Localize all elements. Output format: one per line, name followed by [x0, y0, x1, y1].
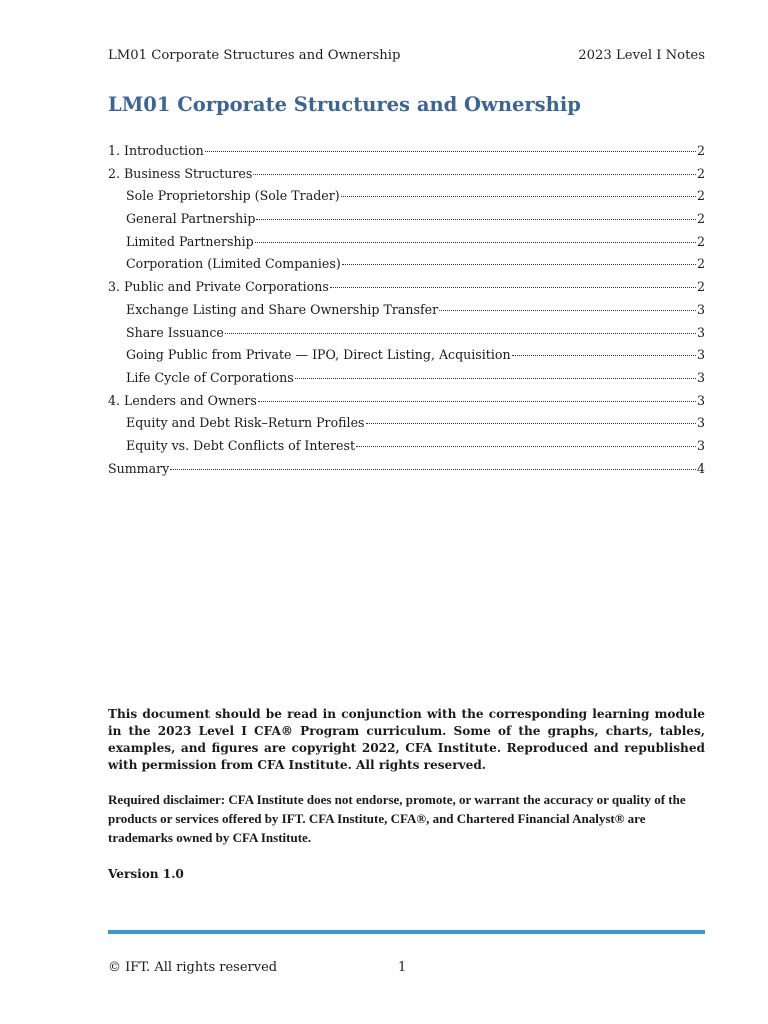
toc-entry-label: Equity and Debt Risk–Return Profiles	[126, 415, 365, 431]
toc-entry-page: 3	[696, 301, 705, 317]
toc-dot-leader	[356, 446, 696, 447]
toc-entry-label: Corporation (Limited Companies)	[126, 256, 341, 272]
toc-entry-label: Exchange Listing and Share Ownership Transfer	[126, 301, 439, 317]
table-of-contents	[108, 142, 705, 482]
toc-entry-label: 4. Lenders and Owners	[108, 392, 257, 408]
toc-entry[interactable]	[108, 142, 705, 165]
toc-entry-label: Summary	[108, 460, 170, 476]
toc-entry-page: 2	[696, 256, 705, 272]
toc-entry-page: 2	[696, 233, 705, 249]
toc-entry-label: Sole Proprietorship (Sole Trader)	[126, 188, 340, 204]
page-title: LM01 Corporate Structures and Ownership	[108, 93, 581, 116]
toc-dot-leader	[255, 242, 696, 243]
toc-entry-page: 3	[696, 437, 705, 453]
toc-entry-page: 3	[696, 392, 705, 408]
footer-divider	[108, 930, 705, 934]
toc-entry-page: 3	[696, 369, 705, 385]
toc-entry-label: 2. Business Structures	[108, 165, 253, 181]
toc-entry-label: General Partnership	[126, 211, 256, 227]
toc-entry[interactable]	[108, 437, 705, 460]
toc-entry[interactable]	[108, 324, 705, 347]
toc-entry-page: 3	[696, 324, 705, 340]
toc-entry[interactable]	[108, 369, 705, 392]
toc-dot-leader	[253, 174, 696, 175]
toc-entry[interactable]	[108, 392, 705, 415]
copyright-notice: This document should be read in conjunction with the corresponding learning module in the 2023 Level I CFA® Program curriculum. Some of the graphs, charts, tables, examples, and figures are copyright 2022, CFA Institute. Reproduced and republished with permission from CFA Institute. All rights reserved.	[108, 707, 705, 772]
header-module-title: LM01 Corporate Structures and Ownership	[108, 48, 401, 63]
toc-entry[interactable]	[108, 346, 705, 369]
toc-entry[interactable]	[108, 414, 705, 437]
toc-entry-label: Limited Partnership	[126, 233, 254, 249]
toc-entry-label: Equity vs. Debt Conflicts of Interest	[126, 437, 356, 453]
toc-entry-page: 2	[696, 211, 705, 227]
toc-dot-leader	[341, 196, 696, 197]
toc-entry-label: Life Cycle of Corporations	[126, 369, 294, 385]
toc-entry-page: 4	[696, 460, 705, 476]
toc-entry[interactable]	[108, 301, 705, 324]
toc-entry-page: 2	[696, 279, 705, 295]
toc-entry[interactable]	[108, 165, 705, 188]
toc-dot-leader	[170, 469, 696, 470]
toc-entry[interactable]	[108, 255, 705, 278]
toc-dot-leader	[330, 287, 696, 288]
toc-entry-page: 2	[696, 165, 705, 181]
toc-entry-label: Going Public from Private — IPO, Direct Listing, Acquisition	[126, 347, 511, 363]
toc-entry-page: 3	[696, 347, 705, 363]
toc-dot-leader	[205, 151, 696, 152]
toc-dot-leader	[342, 264, 696, 265]
toc-entry-label: Share Issuance	[126, 324, 224, 340]
toc-dot-leader	[439, 310, 696, 311]
toc-dot-leader	[225, 333, 696, 334]
version-label: Version 1.0	[108, 867, 184, 881]
running-header	[108, 47, 705, 65]
toc-entry[interactable]	[108, 187, 705, 210]
toc-entry-page: 2	[696, 188, 705, 204]
toc-entry[interactable]	[108, 278, 705, 301]
toc-dot-leader	[366, 423, 696, 424]
header-level-notes: 2023 Level I Notes	[578, 48, 705, 63]
toc-entry[interactable]	[108, 233, 705, 256]
required-disclaimer: Required disclaimer: CFA Institute does not endorse, promote, or warrant the accuracy or quality of the products or services offered by IFT. CFA Institute, CFA®, and Chartered Financial Analyst® are trademarks owned by CFA Institute.	[108, 792, 686, 845]
toc-entry[interactable]	[108, 210, 705, 233]
toc-dot-leader	[258, 401, 696, 402]
toc-dot-leader	[295, 378, 696, 379]
toc-dot-leader	[512, 355, 696, 356]
toc-entry[interactable]	[108, 460, 705, 483]
toc-entry-label: 1. Introduction	[108, 143, 204, 158]
footer-page-number: 1	[398, 960, 407, 975]
toc-entry-page: 3	[696, 415, 705, 431]
toc-dot-leader	[256, 219, 696, 220]
document-page	[108, 0, 705, 1024]
toc-entry-page: 2	[696, 143, 705, 158]
footer-copyright: © IFT. All rights reserved	[108, 960, 278, 975]
toc-entry-label: 3. Public and Private Corporations	[108, 279, 329, 295]
